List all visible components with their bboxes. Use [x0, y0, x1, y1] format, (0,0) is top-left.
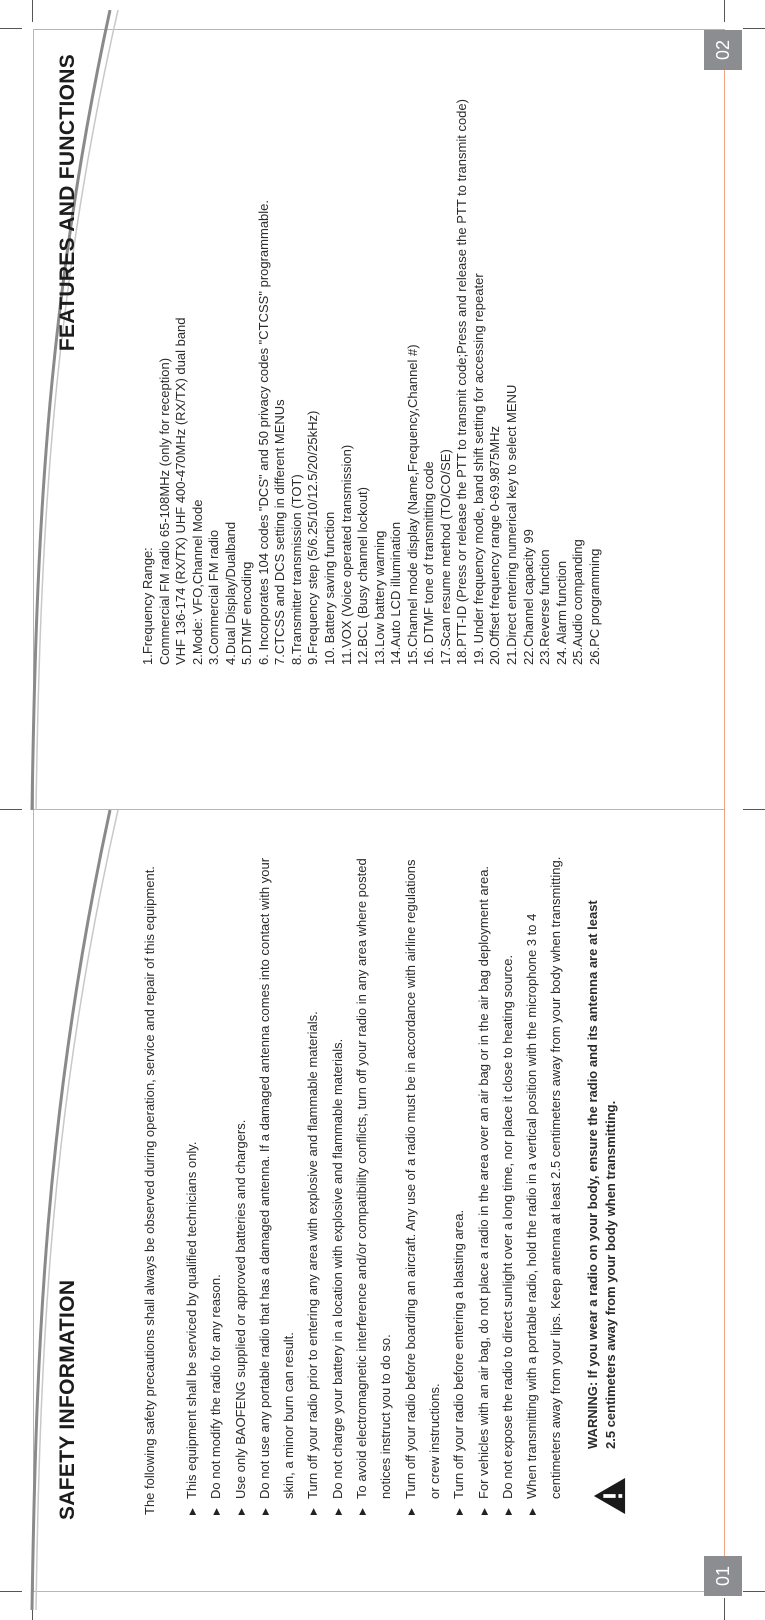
booklet-spread: [10, 10, 755, 1610]
list-item: 10. Battery saving function: [322, 511, 338, 665]
list-item: [447, 855, 471, 1515]
list-item: 8.Transmitter transmission (TOT): [288, 474, 304, 665]
list-item-text: Turn off your radio before entering a blasting area.: [451, 1209, 467, 1499]
list-item: 24. Alarm function: [553, 560, 569, 665]
list-item: 25.Audio companding: [570, 539, 586, 665]
list-item: 1.Frequency Range:: [140, 547, 155, 665]
bullet-arrow-icon: ▶: [502, 1508, 513, 1515]
list-item-text: Turn off your radio before boarding an aircraft. Any use of a radio must be in accordance with airline regulations or crew instructions.: [402, 859, 442, 1499]
list-item-text: To avoid electromagnetic interference and/or compatibility conflicts, turn off your radio in any area where posted notices instruct you to do so.: [354, 858, 394, 1499]
list-item: VHF 136-174 (RX/TX) UHF 400-470MHz (RX/TX) dual band: [173, 317, 189, 665]
list-item: 15.Channel mode display (Name,Frequency,Channel #): [404, 344, 420, 665]
list-item: 18.PTT-ID (Press or release the PTT to transmit code;Press and release the PTT to transmit code): [454, 99, 470, 665]
list-item: [204, 855, 228, 1515]
list-item: 13.Low battery warning: [371, 530, 387, 665]
list-item: 19. Under frequency mode, band shift setting for accessing repeater: [470, 273, 486, 665]
list-item-text: Do not modify the radio for any reason.: [208, 1274, 224, 1499]
bullet-arrow-icon: ▶: [478, 1508, 489, 1515]
list-item: 17.Scan resume method (TO/CO/SE): [437, 449, 453, 665]
list-item-text: When transmitting with a portable radio, hold the radio in a vertical position with the microphone 3 to 4 centimeters away from your lips. Keep antenna at least 2.5 centimeters away from your body when transmitting.: [524, 856, 564, 1499]
bullet-arrow-icon: ▶: [308, 1508, 319, 1515]
list-item: 16. DTMF tone of transmitting code: [421, 461, 437, 665]
bullet-arrow-icon: ▶: [187, 1508, 197, 1515]
list-item-text: Do not use any portable radio that has a damaged antenna. If a damaged antenna comes into contact with your skin, a minor burn can result.: [256, 857, 297, 1499]
list-item: [326, 855, 350, 1515]
list-item: 2.Mode: VFO,Channel Mode: [189, 499, 205, 665]
bullet-arrow-icon: ▶: [211, 1508, 222, 1515]
list-item-text: For vehicles with an air bag, do not place a radio in the area over an air bag or in the air bag deployment area.: [475, 865, 491, 1499]
page-title: FEATURES AND FUNCTIONS: [56, 54, 79, 352]
list-item: 9.Frequency step (5/6.25/10/12.5/20/25kHz): [305, 410, 321, 665]
features-list: [140, 25, 603, 665]
warning-text: WARNING: If you wear a radio on your body, ensure the radio and its antenna are at least 2.5 centimeters away from your body when transmitting.: [585, 900, 618, 1449]
list-item-text: This equipment shall be serviced by qualified technicians only.: [184, 1141, 199, 1499]
page-title: SAFETY INFORMATION: [56, 1279, 79, 1520]
list-item: 4.Dual Display/Dualband: [222, 521, 238, 665]
bullet-arrow-icon: ▶: [357, 1508, 368, 1515]
safety-list: [180, 855, 569, 1515]
bullet-arrow-icon: ▶: [454, 1508, 465, 1515]
list-item: 5.DTMF encoding: [239, 561, 255, 665]
list-item: 14.Auto LCD illumination: [388, 521, 404, 665]
list-item: 20.Offset frequency range 0-69.9875MHz: [487, 426, 503, 665]
list-item: 23.Reverse function: [537, 549, 553, 665]
list-item: [399, 855, 448, 1515]
list-item: [180, 855, 204, 1515]
list-item: [472, 855, 496, 1515]
list-item: 11.VOX (Voice operated transmission): [338, 444, 354, 665]
list-item: [301, 855, 325, 1515]
list-item-text: Do not charge your battery in a location with explosive and flammable materials.: [329, 1038, 345, 1499]
list-item: 3.Commercial FM radio: [206, 529, 222, 665]
list-item: [253, 855, 302, 1515]
bullet-arrow-icon: ▶: [527, 1508, 538, 1515]
list-item-text: Turn off your radio prior to entering any area with explosive and flammable materials.: [305, 1011, 321, 1499]
bullet-arrow-icon: ▶: [235, 1508, 246, 1515]
list-item: 21.Direct entering numerical key to select MENU: [504, 384, 520, 665]
bullet-arrow-icon: ▶: [259, 1508, 270, 1515]
bullet-arrow-icon: ▶: [332, 1508, 343, 1515]
page-number: 01: [704, 1556, 742, 1596]
features-page: [10, 10, 755, 810]
list-item: 26.PC programming: [586, 548, 602, 665]
list-item: 6. Incorporates 104 codes "DCS" and 50 privacy codes "CTCSS" programmable.: [255, 199, 271, 665]
list-item: [496, 855, 520, 1515]
list-item: [350, 855, 399, 1515]
list-item: 12.BCL (Busy channel lockout): [355, 486, 371, 665]
list-item: 7.CTCSS and DCS setting in different MENUs: [272, 399, 288, 665]
bullet-arrow-icon: ▶: [405, 1508, 416, 1515]
list-item-text: Do not expose the radio to direct sunlight over a long time, nor place it close to heating source.: [499, 954, 515, 1499]
intro-paragraph: The following safety precautions shall always be observed during operation, service and repair of this equipment.: [142, 866, 157, 1515]
list-item: [520, 855, 569, 1515]
list-item: [229, 855, 253, 1515]
list-item: 22.Channel capacity 99: [520, 529, 536, 665]
list-item-text: Use only BAOFENG supplied or approved batteries and chargers.: [232, 1119, 248, 1499]
safety-page: [10, 810, 755, 1610]
warning-box: [584, 855, 644, 1515]
warning-triangle-icon: [592, 1477, 626, 1515]
page-number: 02: [704, 30, 742, 70]
list-item: Commercial FM radio 65-108MHz (only for reception): [156, 357, 172, 665]
